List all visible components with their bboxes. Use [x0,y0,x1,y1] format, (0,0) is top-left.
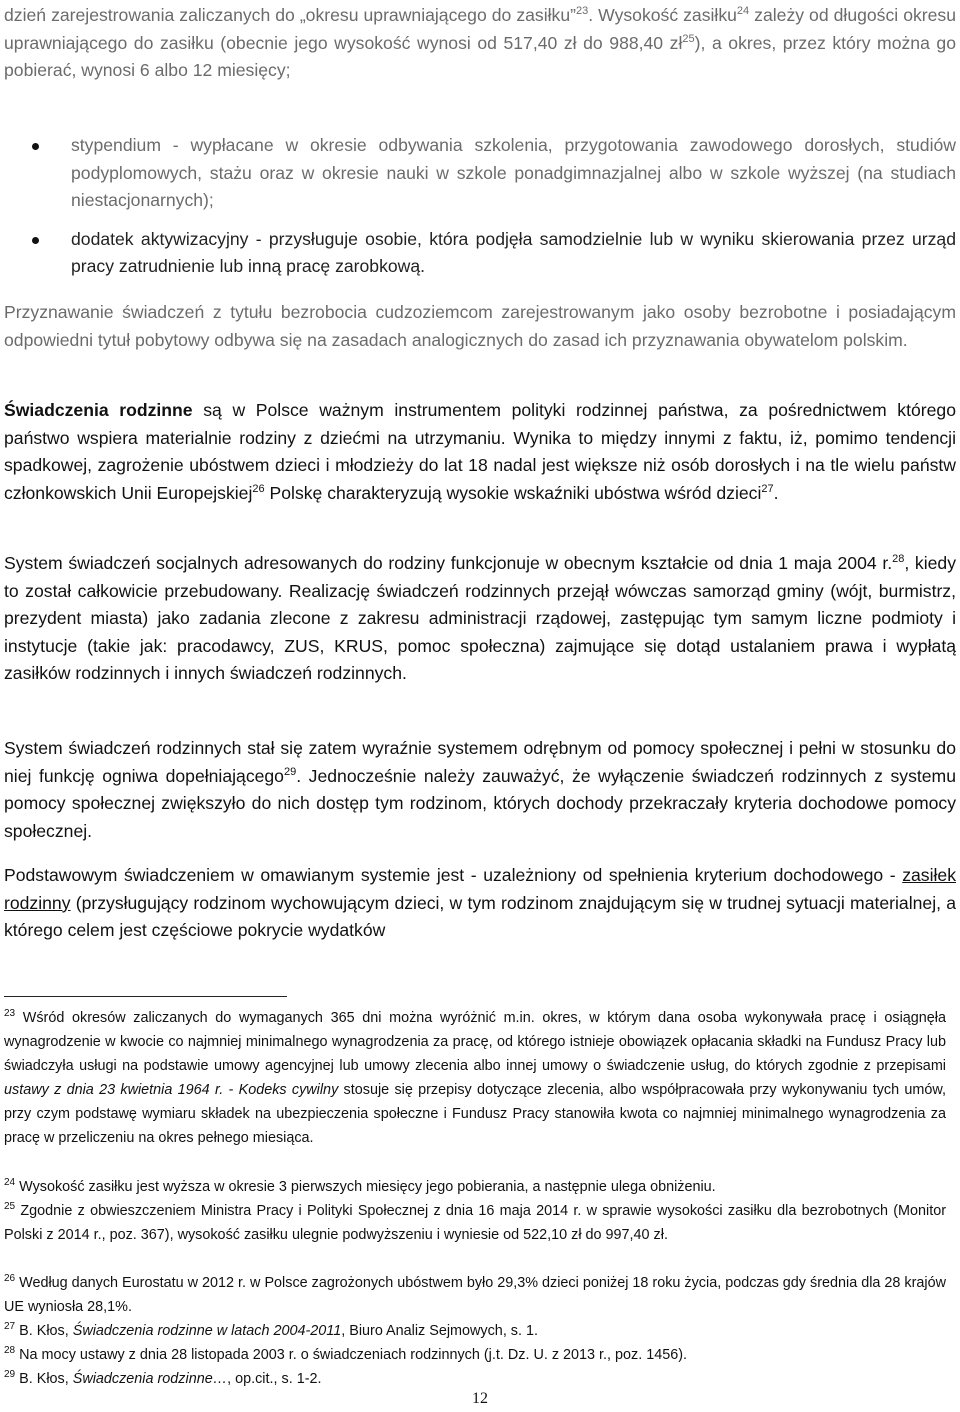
text-run: . Wysokość zasiłku [588,5,737,25]
footnote-ref-25[interactable]: 25 [682,32,695,45]
footnote-number: 23 [4,1008,16,1020]
text-run: dzień zarejestrowania zaliczanych do „okresu uprawniającego do zasiłku” [4,5,576,25]
footnote-27 [4,1319,946,1343]
text-run: System świadczeń rodzinnych stał się zatem wyraźnie systemem odrębnym od pomocy społecznej i pełni w stosunku do niej funkcję ogniwa dopełniającego [4,738,956,786]
footnote-25 [4,1199,946,1247]
footnote-text: Wysokość zasiłku jest wyższa w okresie 3 pierwszych miesięcy jego pobierania, a następnie ulega obniżeniu. [15,1179,716,1195]
footnote-text: Według danych Eurostatu w 2012 r. w Polsce zagrożonych ubóstwem było 29,3% dzieci poniżej 18 roku życia, podczas gdy średnia dla 28 krajów UE wyniosła 28,1%. [4,1275,946,1315]
text-run: , kiedy to został całkowicie przebudowany. Realizację świadczeń rodzinnych przejął wówczas samorząd gminy (wójt, burmistrz, prezydent miasta) jako zadania zlecone z zakresu administracji rządowej, zastępując tym samym liczne podmioty i instytucje (takie jak: pracodawcy, ZUS, KRUS, pomoc społeczna) zajmujące się dotąd ustalaniem prawa i wypłatą zasiłków rodzinnych i innych świadczeń rodzinnych. [4,553,956,683]
paragraph-foreigners: Przyznawanie świadczeń z tytułu bezrobocia cudzoziemcom zarejestrowanym jako osoby bezrobotne i posiadającym odpowiedni tytuł pobytowy odbywa się na zasadach analogicznych do zasad ich przyznawania obywatelom polskim. [4,302,956,350]
bullet-icon [32,237,39,244]
paragraph-family-benefits [4,397,956,507]
text-run: zależy od długości okresu uprawniającego do zasiłku (obecnie jego wysokość wynosi od 517,40 zł do 988,40 zł [4,5,957,53]
footnote-ref-24[interactable]: 24 [736,5,750,18]
list-item-text: stypendium - wypłacane w okresie odbywania szkolenia, przygotowania zawodowego dorosłych, studiów podyplomowych, stażu oraz w okresie nauki w szkole ponadgimnazjalnej albo w szkole wyższej (na studiach niestacjonarnych); [71,135,956,210]
footnote-number: 25 [4,1201,16,1213]
text-run: System świadczeń socjalnych adresowanych do rodziny funkcjonuje w obecnym kształcie od dnia 1 maja 2004 r. [4,553,893,573]
bold-term: Świadczenia rodzinne [4,400,193,420]
footnote-ref-29[interactable]: 29 [283,765,297,778]
footnote-separator [4,996,287,997]
underlined-term: zasiłek rodzinny [4,865,956,913]
footnote-number: 24 [4,1177,16,1189]
paragraph-system-history [4,550,956,688]
text-run: Podstawowym świadczeniem w omawianym systemie jest - uzależniony od spełnienia kryterium dochodowego - [4,865,903,885]
continuation-paragraph [4,2,956,85]
footnote-26 [4,1271,946,1319]
footnote-citation: Świadczenia rodzinne w latach 2004-2011 [72,1323,342,1339]
text-run: ), a okres, przez który można go pobierać, wynosi 6 albo 12 miesięcy; [4,32,956,80]
bullet-icon [32,143,39,150]
paragraph-separate-system [4,735,956,845]
footnote-number: 28 [4,1345,16,1357]
footnote-text: Na mocy ustawy z dnia 28 listopada 2003 r. o świadczeniach rodzinnych (j.t. Dz. U. z 2013 r., poz. 1456). [15,1347,688,1363]
footnote-text: B. Kłos, [15,1323,73,1339]
footnote-ref-26[interactable]: 26 [252,482,265,495]
footnote-28 [4,1343,946,1367]
paragraph-basic-benefit [4,862,956,945]
footnote-text: B. Kłos, [15,1371,73,1387]
footnote-23 [4,1006,946,1150]
page-number: 12 [472,1390,488,1407]
footnote-text: Zgodnie z obwieszczeniem Ministra Pracy i Polityki Społecznej z dnia 16 maja 2014 r. w sprawie wysokości zasiłku dla bezrobotnych (Monitor Polski z 2014 r., poz. 367), wysokość zasiłku ulegnie podwyższeniu i wyniesie od 522,10 zł do 997,40 zł. [4,1203,946,1243]
footnote-ref-23[interactable]: 23 [575,5,589,18]
footnote-number: 29 [4,1369,16,1381]
footnote-citation: ustawy z dnia 23 kwietnia 1964 r. - Kodeks cywilny [4,1082,339,1098]
footnote-citation: Świadczenia rodzinne… [72,1371,228,1387]
text-run: (przysługujący rodzinom wychowującym dzieci, w tym rodzinom znajdującym się w trudnej sytuacji materialnej, a którego celem jest częściowe pokrycie wydatków [4,892,956,940]
footnote-number: 26 [4,1273,16,1285]
footnote-number: 27 [4,1321,16,1333]
footnote-ref-27[interactable]: 27 [761,482,774,495]
list-item-text: dodatek aktywizacyjny - przysługuje osobie, która podjęła samodzielnie lub w wyniku skierowania przez urząd pracy zatrudnienie lub inną pracę zarobkową. [71,228,956,276]
text-run: Polskę charakteryzują wysokie wskaźniki ubóstwa wśród dzieci [264,482,762,503]
list-item-dodatek [4,226,956,281]
text-run: . [773,482,779,503]
text-run: są w Polsce ważnym instrumentem polityki rodzinnej państwa, za pośrednictwem którego państwo wspiera materialnie rodziny z dziećmi na utrzymaniu. Wynika to między innymi z faktu, iż, pomimo tendencji spadkowej, zagrożenie ubóstwem dzieci i młodzieży do lat 18 nadal jest większe niż osób dorosłych i na tle wielu państw członkowskich Unii Europejskiej [4,400,956,503]
footnote-29 [4,1367,946,1391]
footnote-24 [4,1175,946,1199]
footnote-text: stosuje się przepisy dotyczące zlecenia, albo współpracowała przy wykonywaniu tych umów, przy czym podstawę wymiaru składek na ubezpieczenia społeczne i Fundusz Pracy stanowiła kwota co najmniej minimalnego wynagrodzenia za pracę w przeliczeniu na okres pełnego miesiąca. [4,1082,946,1146]
text-run: . Jednocześnie należy zauważyć, że wyłączenie świadczeń rodzinnych z systemu pomocy społecznej zwiększyło do nich dostęp tym rodzinom, których dochody przekraczały kryteria dochodowe pomocy społecznej. [4,765,956,841]
benefit-list [4,132,956,281]
footnote-text: Wśród okresów zaliczanych do wymaganych 365 dni można wyróżnić m.in. okres, w którym dana osoba wykonywała pracę i osiągnęła wynagrodzenie w kwocie co najmniej minimalnego wynagrodzenia za pracę, od którego istnieje obowiązek opłacania składki na Fundusz Pracy lub świadczyła usługi na podstawie umowy agencyjnej lub umowy zlecenia albo innej umowy o świadczenie usług, do których zgodnie z przepisami [4,1010,946,1074]
list-item-stypendium [4,132,956,215]
footnote-ref-28[interactable]: 28 [892,553,905,566]
footnote-text: , Biuro Analiz Sejmowych, s. 1. [341,1323,539,1339]
footnote-text: , op.cit., s. 1-2. [227,1371,322,1387]
